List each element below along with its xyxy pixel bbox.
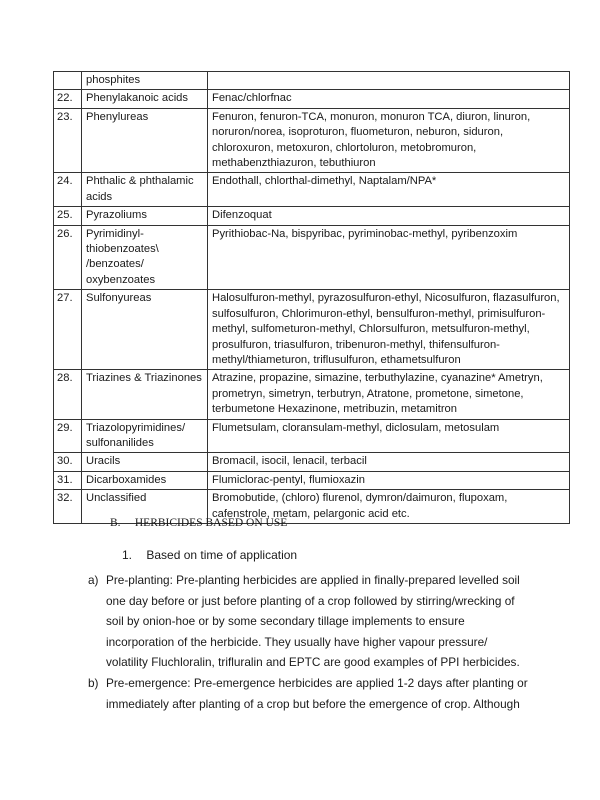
row-number-cell: 31. bbox=[54, 471, 82, 489]
compounds-cell: Difenzoquat bbox=[208, 207, 570, 225]
paragraph-line: volatility Fluchloralin, trifluralin and EPTC are good examples of PPI herbicides. bbox=[106, 655, 520, 669]
term-pre-emergence: Pre-emergence: bbox=[106, 676, 191, 690]
chemical-group-cell: Pyrazoliums bbox=[82, 207, 208, 225]
paragraph-pre-planting bbox=[106, 570, 526, 673]
chemical-group-cell: Phenylakanoic acids bbox=[82, 90, 208, 108]
table-row bbox=[54, 108, 570, 173]
compounds-cell: Flumiclorac-pentyl, flumioxazin bbox=[208, 471, 570, 489]
chemical-group-cell: Dicarboxamides bbox=[82, 471, 208, 489]
row-number-cell: 27. bbox=[54, 290, 82, 370]
compounds-cell bbox=[208, 72, 570, 90]
table-row bbox=[54, 72, 570, 90]
compounds-cell: Bromobutide, (chloro) flurenol, dymron/daimuron, flupoxam, cafenstrole, metam, pelargonic acid etc. bbox=[208, 490, 570, 524]
paragraph-line: one day before or just before planting of a crop followed by stirring/wrecking of bbox=[106, 593, 515, 608]
table-row bbox=[54, 225, 570, 290]
compounds-cell: Endothall, chlorthal-dimethyl, Naptalam/NPA* bbox=[208, 173, 570, 207]
subsection-title: Based on time of application bbox=[146, 548, 298, 562]
list-item-pre-emergence bbox=[88, 673, 528, 733]
paragraph-pre-emergence bbox=[106, 673, 526, 714]
term-pre-planting: Pre-planting: bbox=[106, 573, 173, 587]
table-row bbox=[54, 471, 570, 489]
table-row bbox=[54, 207, 570, 225]
row-number-cell: 22. bbox=[54, 90, 82, 108]
section-label: B. bbox=[110, 517, 121, 529]
table-row bbox=[54, 90, 570, 108]
compounds-cell: Fenuron, fenuron-TCA, monuron, monuron TCA, diuron, linuron, noruron/norea, isoproturon, fluometuron, neburon, siduron, chloroxuron, metoxuron, chlortoluron, metobromuron, methabenzthiazuron, tebuthiuron bbox=[208, 108, 570, 173]
paragraph-line: immediately after planting of a crop but before the emergence of crop. Although bbox=[106, 696, 520, 711]
row-number-cell: 26. bbox=[54, 225, 82, 290]
list-marker: a) bbox=[88, 573, 99, 587]
row-number-cell: 32. bbox=[54, 490, 82, 524]
herbicide-classification-table bbox=[53, 71, 570, 524]
chemical-group-cell: phosphites bbox=[82, 72, 208, 90]
list-marker: b) bbox=[88, 676, 99, 690]
row-number-cell: 25. bbox=[54, 207, 82, 225]
paragraph-line: Pre-planting herbicides are applied in finally-prepared levelled soil bbox=[172, 573, 520, 587]
row-number-cell: 28. bbox=[54, 370, 82, 419]
list-item-pre-planting bbox=[88, 570, 528, 670]
table-row bbox=[54, 370, 570, 419]
section-heading bbox=[110, 517, 287, 529]
table-row bbox=[54, 290, 570, 370]
compounds-cell: Halosulfuron-methyl, pyrazosulfuron-ethyl, Nicosulfuron, flazasulfuron, sulfosulfuron, Chlorimuron-ethyl, bensulfuron-methyl, primisulfuron-methyl, sulfometuron-methyl, Chlorsulfuron, metsulfuron-methyl, prosulfuron, triasulfuron, tribenuron-methyl, thifensulfuron-methyl/thiameturon, triflusulfuron, ethametsulfuron bbox=[208, 290, 570, 370]
paragraph-line: Pre-emergence herbicides are applied 1-2 days after planting or bbox=[190, 676, 528, 690]
row-number-cell: 23. bbox=[54, 108, 82, 173]
compounds-cell: Fenac/chlorfnac bbox=[208, 90, 570, 108]
row-number-cell: 30. bbox=[54, 453, 82, 471]
compounds-cell: Pyrithiobac-Na, bispyribac, pyriminobac-methyl, pyribenzoxim bbox=[208, 225, 570, 290]
chemical-group-cell: Triazines & Triazinones bbox=[82, 370, 208, 419]
paragraph-line: incorporation of the herbicide. They usually have higher vapour pressure/ bbox=[106, 634, 488, 649]
chemical-group-cell: Phenylureas bbox=[82, 108, 208, 173]
chemical-group-cell: Phthalic & phthalamic acids bbox=[82, 173, 208, 207]
compounds-cell: Flumetsulam, cloransulam-methyl, diclosulam, metosulam bbox=[208, 419, 570, 453]
paragraph-line: soil by onion-hoe or by some secondary tillage implements to ensure bbox=[106, 614, 465, 628]
chemical-group-cell: Uracils bbox=[82, 453, 208, 471]
subsection-heading bbox=[122, 548, 297, 562]
row-number-cell: 29. bbox=[54, 419, 82, 453]
row-number-cell: 24. bbox=[54, 173, 82, 207]
chemical-group-cell: Triazolopyrimidines/ sulfonanilides bbox=[82, 419, 208, 453]
row-number-cell bbox=[54, 72, 82, 90]
table-row bbox=[54, 173, 570, 207]
chemical-group-cell: Sulfonyureas bbox=[82, 290, 208, 370]
table-row bbox=[54, 453, 570, 471]
chemical-group-cell: Unclassified bbox=[82, 490, 208, 524]
compounds-cell: Bromacil, isocil, lenacil, terbacil bbox=[208, 453, 570, 471]
subsection-number: 1. bbox=[122, 548, 133, 562]
section-title: HERBICIDES BASED ON USE bbox=[134, 517, 288, 529]
compounds-cell: Atrazine, propazine, simazine, terbuthylazine, cyanazine* Ametryn, prometryn, simetryn, terbutryn, Atratone, prometone, simetone, terbumetone Hexazinone, metribuzin, metamitron bbox=[208, 370, 570, 419]
chemical-group-cell: Pyrimidinyl-thiobenzoates\ /benzoates/ oxybenzoates bbox=[82, 225, 208, 290]
table-row bbox=[54, 419, 570, 453]
